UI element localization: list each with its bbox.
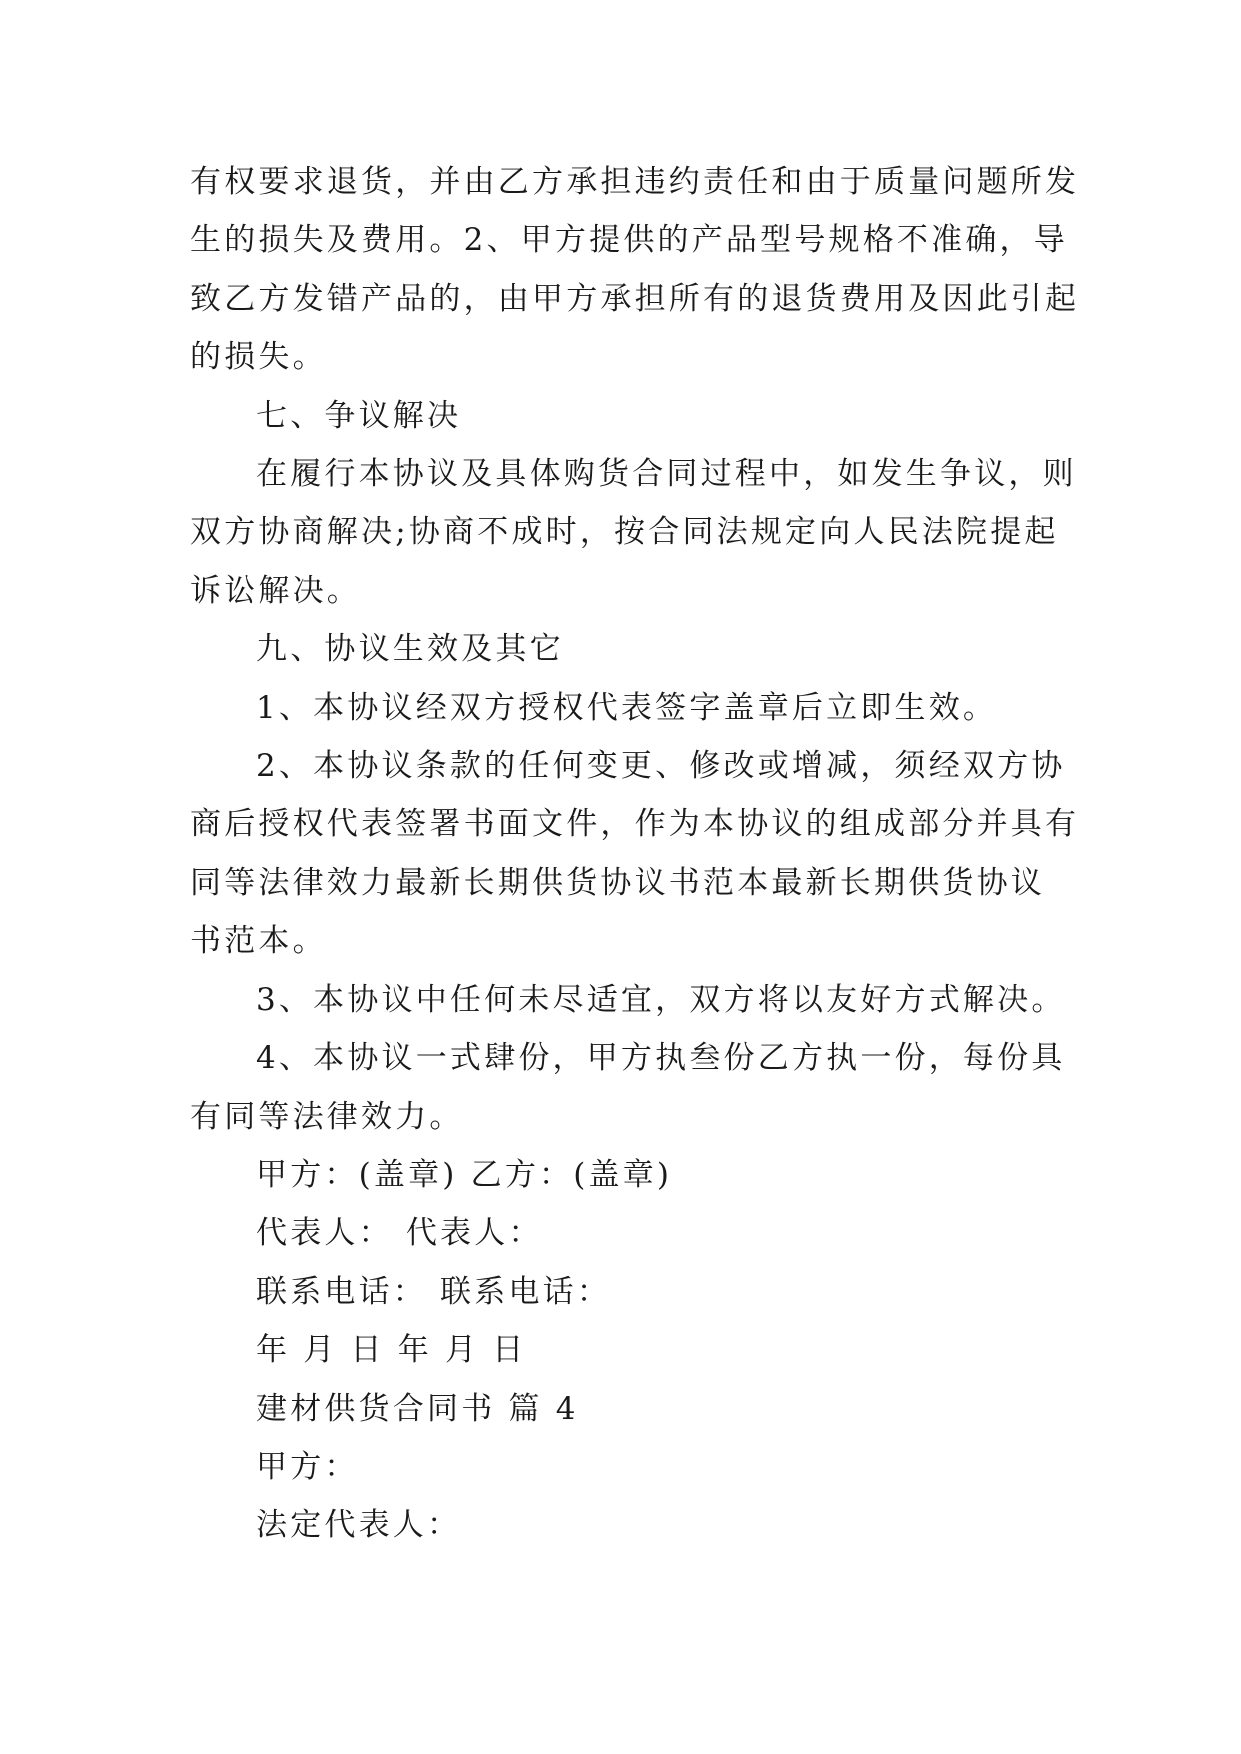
clause-2-line-3: 同等法律效力最新长期供货协议书范本最新长期供货协议 xyxy=(190,864,1045,901)
document-page xyxy=(190,153,1080,1555)
clause-4-line-1: 4、本协议一式肆份，甲方执叁份乙方执一份，每份具 xyxy=(256,1040,1066,1077)
body-line-4: 的损失。 xyxy=(190,339,327,376)
signature-representative-line: 代表人： 代表人： xyxy=(256,1215,543,1252)
signature-party-line: 甲方：(盖章) 乙方：(盖章) xyxy=(256,1156,673,1193)
body-line-8: 诉讼解决。 xyxy=(190,572,361,609)
signature-phone-line: 联系电话： 联系电话： xyxy=(256,1273,612,1310)
body-line-7: 双方协商解决;协商不成时，按合同法规定向人民法院提起 xyxy=(190,514,1059,551)
body-line-6: 在履行本协议及具体购货合同过程中，如发生争议，则 xyxy=(256,456,1077,493)
section-heading-effect: 九、协议生效及其它 xyxy=(256,631,564,668)
body-line-3: 致乙方发错产品的，由甲方承担所有的退货费用及因此引起 xyxy=(190,280,1080,317)
clause-4-line-2: 有同等法律效力。 xyxy=(190,1098,464,1135)
new-contract-title: 建材供货合同书 篇 4 xyxy=(256,1390,579,1427)
legal-representative-line: 法定代表人： xyxy=(256,1507,462,1544)
clause-2-line-1: 2、本协议条款的任何变更、修改或增减，须经双方协 xyxy=(256,748,1066,785)
party-a-line: 甲方： xyxy=(256,1448,359,1485)
signature-date-line: 年 月 日 年 月 日 xyxy=(256,1332,527,1369)
clause-1: 1、本协议经双方授权代表签字盖章后立即生效。 xyxy=(256,689,998,726)
clause-2-line-2: 商后授权代表签署书面文件，作为本协议的组成部分并具有 xyxy=(190,806,1080,843)
body-line-2: 生的损失及费用。2、甲方提供的产品型号规格不准确，导 xyxy=(190,222,1068,259)
clause-2-line-4: 书范本。 xyxy=(190,923,327,960)
clause-3: 3、本协议中任何未尽适宜，双方将以友好方式解决。 xyxy=(256,981,1066,1018)
body-line-1: 有权要求退货，并由乙方承担违约责任和由于质量问题所发 xyxy=(190,164,1080,200)
section-heading-dispute: 七、争议解决 xyxy=(256,397,462,434)
